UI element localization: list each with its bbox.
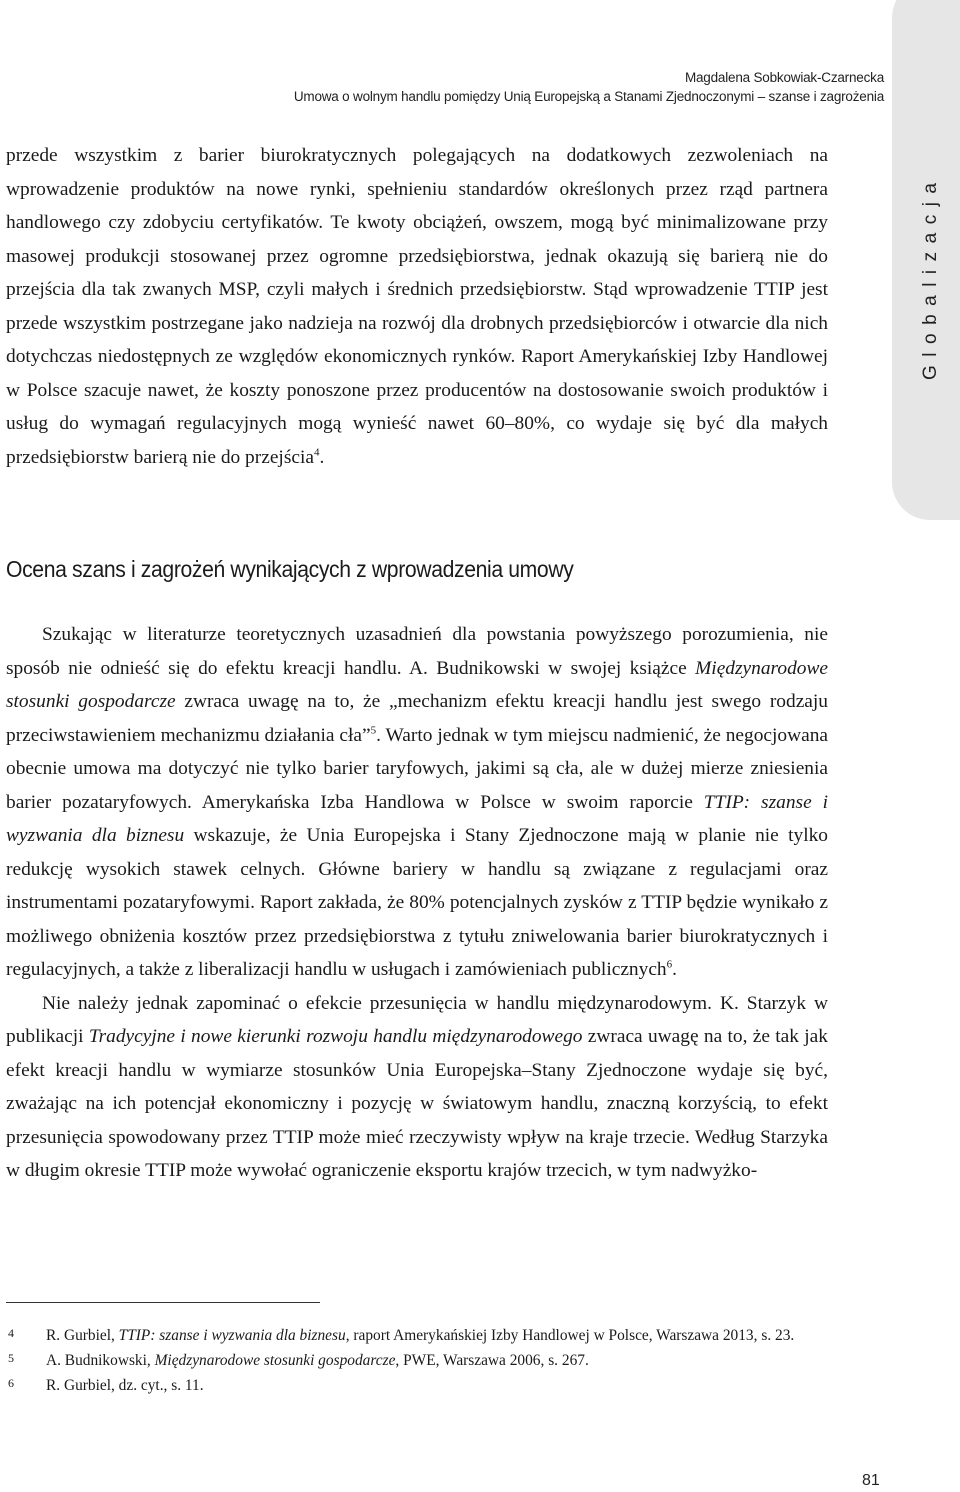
footnote-separator xyxy=(6,1302,320,1303)
paragraph-text: przede wszystkim z barier biurokratycznych polegających na dodatkowych zezwoleniach na wprowadzenie produktów na nowe rynki, spełnieniu standardów określonych przez rząd partnera handlowego czy zdobyciu certyfikatów. Te kwoty obciążeń, owszem, mogą być minimalizowane przy masowej produkcji stosowanej przez ogromne przedsiębiorstwa, jednak okazują się barierą nie do przejścia dla tak zwanych MSP, czyli małych i średnich przedsiębiorstw. Stąd wprowadzenie TTIP jest przede wszystkim postrzegane jako nadzieja na rozwój dla drobnych przedsiębiorców i otwarcie dla nich dotychczas niedostępnych ze względów ekonomicznych rynków. Raport Amerykańskiej Izby Handlowej w Polsce szacuje nawet, że koszty ponoszone przez producentów na dostosowanie swoich produktów i usług do wymagań regulacyjnych mogą wynieść nawet 60–80%, co wydaje się być dla małych przedsiębiorstw barierą nie do przejścia xyxy=(6,145,828,468)
paragraph-text: Nie należy jednak zapominać o efekcie przesunięcia w handlu międzynarodowym. K. Starzyk w publikacji xyxy=(6,992,828,1047)
footnote-number: 5 xyxy=(8,1351,14,1365)
paragraph-text: zwraca uwagę na to, że „mechanizm efektu kreacji handlu jest swego rodzaju przeciwstawieniem mechanizmu działania cła” xyxy=(6,691,828,746)
body-paragraph-3 xyxy=(6,987,828,1188)
page-number: 81 xyxy=(862,1472,880,1489)
footnote-number: 4 xyxy=(8,1326,14,1340)
footnote-text: , PWE, Warszawa 2006, s. 267. xyxy=(395,1352,589,1369)
book-title: Tradycyjne i nowe kierunki rozwoju handlu międzynarodowego xyxy=(88,1026,583,1047)
side-tab-label: Globalizacja xyxy=(920,174,941,380)
footnote-6 xyxy=(6,1372,828,1397)
paragraph-text: . Warto jednak w tym miejscu nadmienić, że negocjowana obecnie umowa ma dotyczyć nie tylko barier taryfowych, jakimi są cła, ale w dużej mierze zniesienia barier pozataryfowych. Amerykańska Izba Handlowa w Polsce w swoim raporcie xyxy=(6,724,828,813)
section-heading: Ocena szans i zagrożeń wynikających z wprowadzenia umowy xyxy=(6,556,574,582)
header-title: Umowa o wolnym handlu pomiędzy Unią Europejską a Stanami Zjednoczonymi – szanse i zagrożenia xyxy=(293,89,884,104)
footnotes xyxy=(6,1322,828,1397)
footnote-text: , raport Amerykańskiej Izby Handlowej w Polsce, Warszawa 2013, s. 23. xyxy=(345,1327,795,1344)
paragraph-text-end: . xyxy=(319,446,325,468)
book-title: Międzynarodowe stosunki gospodarcze xyxy=(6,657,828,712)
body-paragraph-2 xyxy=(6,618,828,987)
body-paragraph-1 xyxy=(6,139,828,474)
footnote-title: TTIP: szanse i wyzwania dla biznesu xyxy=(118,1327,346,1344)
footnote-4 xyxy=(6,1322,828,1347)
paragraph-text: wskazuje, że Unia Europejska i Stany Zjednoczone mają w planie nie tylko redukcję wysokich stawek celnych. Główne bariery w handlu są związane z regulacjami oraz instrumentami pozataryfowymi. Raport zakłada, że 80% potencjalnych zysków z TTIP będzie wynikało z możliwego obniżenia kosztów przez przedsiębiorstwa z tytułu zniwelowania barier biurokratycznych i regulacyjnych, a także z liberalizacji handlu w usługach i zamówieniach publicznych xyxy=(6,825,829,980)
running-header xyxy=(294,68,884,106)
paragraph-text: Szukając w literaturze teoretycznych uzasadnień dla powstania powyższego porozumienia, nie sposób nie odnieść się do efektu kreacji handlu. A. Budnikowski w swojej książce xyxy=(6,624,828,679)
header-author: Magdalena Sobkowiak-Czarnecka xyxy=(684,70,884,85)
body-paragraphs xyxy=(6,618,828,1188)
report-title: TTIP: szanse i wyzwania dla biznesu xyxy=(6,791,829,846)
footnote-ref: 4 xyxy=(313,446,320,459)
footnote-ref: 5 xyxy=(370,724,377,737)
paragraph-text: zwraca uwagę na to, że tak jak efekt kreacji handlu w wymiarze stosunków Unia Europejska–Stany Zjednoczone wydaje się być, zważając na ich potencjał ekonomiczny i pozycję w światowym handlu, znaczną korzyścią, to efekt przesunięcia spowodowany przez TTIP może mieć rzeczywisty wpływ na kraje trzecie. Według Starzyka w długim okresie TTIP może wywołać ograniczenie eksportu krajów trzecich, w tym nadwyżko- xyxy=(6,1026,828,1181)
paragraph-text: . xyxy=(672,959,677,980)
footnote-text: R. Gurbiel, dz. cyt., s. 11. xyxy=(46,1377,204,1394)
footnote-text: A. Budnikowski, xyxy=(46,1352,155,1369)
footnote-text: R. Gurbiel, xyxy=(46,1327,119,1344)
footnote-title: Międzynarodowe stosunki gospodarcze xyxy=(154,1352,396,1369)
footnote-ref: 6 xyxy=(666,958,673,971)
footnote-5 xyxy=(6,1347,828,1372)
footnote-number: 6 xyxy=(8,1376,14,1390)
